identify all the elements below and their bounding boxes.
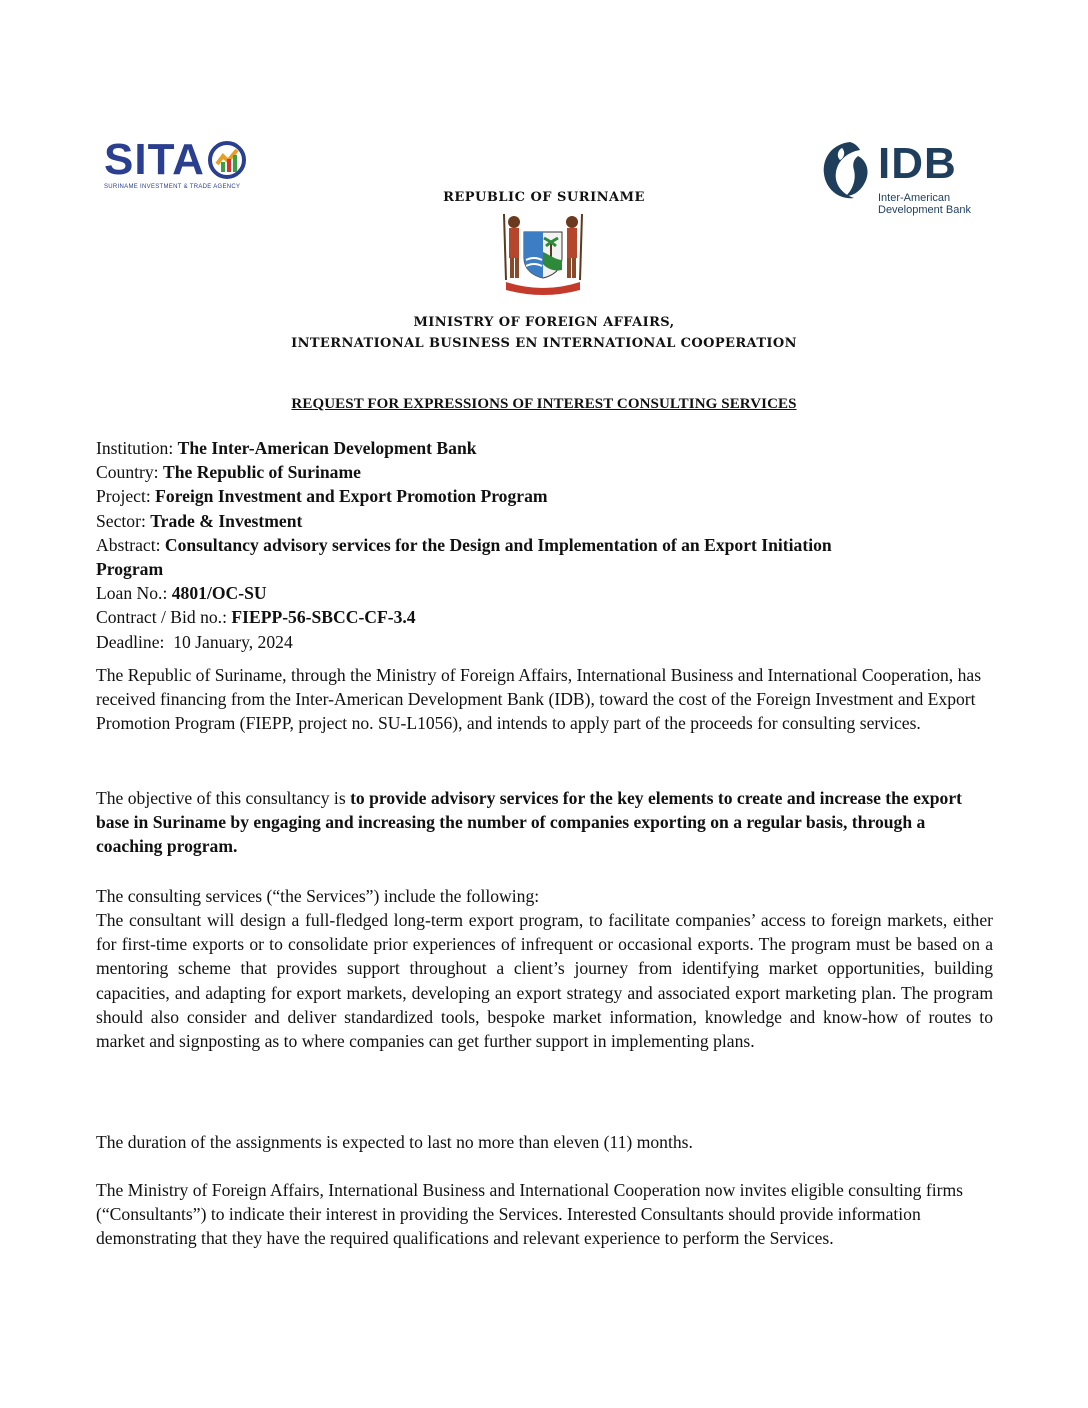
abstract-row xyxy=(96,533,993,557)
abstract-row-cont xyxy=(96,557,993,581)
institution-value: The Inter-American Development Bank xyxy=(177,438,477,458)
idb-logo xyxy=(820,138,980,218)
document-title: REQUEST FOR EXPRESSIONS OF INTEREST CONSULTING SERVICES xyxy=(291,396,797,412)
abstract-label: Abstract: xyxy=(96,534,165,555)
loan-value: 4801/OC-SU xyxy=(171,583,267,604)
paragraph-services-intro: The consulting services (“the Services”) include the following: xyxy=(96,886,540,906)
country-row xyxy=(96,460,993,484)
paragraph-invitation: The Ministry of Foreign Affairs, International Business and International Cooperation now invites eligible consulting firms (“Consultants”) to indicate their interest in providing the Services. Interested Consultants should provide information demonstrating that they have the required qualifications and relevant experience to perform the Services. xyxy=(96,1180,963,1249)
ministry-heading-line2: INTERNATIONAL BUSINESS EN INTERNATIONAL COOPERATION xyxy=(291,336,797,351)
idb-logo-word: IDB xyxy=(878,139,957,188)
abstract-value-line2: Program xyxy=(96,559,164,580)
project-row xyxy=(96,484,993,508)
objective-lead: The objective of this consultancy is xyxy=(96,788,351,808)
deadline-label: Deadline: xyxy=(96,631,174,652)
project-value: Foreign Investment and Export Promotion Program xyxy=(155,486,548,507)
deadline-value: 10 January, 2024 xyxy=(173,631,293,652)
country-value: The Republic of Suriname xyxy=(162,462,361,483)
objective-bold: to provide advisory services for the key elements to create and increase the export base in Suriname by engaging and increasing the number of companies exporting on a regular basis, through a coaching program. xyxy=(96,788,962,857)
institution-label: Institution: xyxy=(96,438,178,458)
abstract-value-line1: Consultancy advisory services for the Design and Implementation of an Export Initiation xyxy=(164,534,832,555)
institution-row xyxy=(96,436,993,460)
idb-subtitle-line2: Development Bank xyxy=(878,204,971,216)
ministry-heading xyxy=(0,312,1088,354)
contract-value: FIEPP-56-SBCC-CF-3.4 xyxy=(231,607,416,628)
idb-subtitle-line1: Inter-American xyxy=(878,192,951,204)
country-label: Country: xyxy=(96,462,163,483)
loan-row xyxy=(96,581,993,605)
sita-globe-icon xyxy=(205,138,249,182)
sector-row xyxy=(96,509,993,533)
paragraph-financing: The Republic of Suriname, through the Ministry of Foreign Affairs, International Business and International Cooperation, has received financing from the Inter-American Development Bank (IDB), toward the cost of the Foreign Investment and Export Promotion Program (FIEPP, project no. SU-L1056), and intends to apply part of the proceeds for consulting services. xyxy=(96,665,982,734)
sector-value: Trade & Investment xyxy=(150,510,303,531)
coat-of-arms-icon xyxy=(496,210,590,298)
contract-row xyxy=(96,605,993,629)
paragraph-objective xyxy=(96,786,993,859)
paragraph-duration: The duration of the assignments is expected to last no more than eleven (11) months. xyxy=(96,1132,693,1152)
sita-logo-word: SITA xyxy=(104,135,205,184)
paragraph-services-body: The consultant will design a full-fledged long-term export program, to facilitate companies’ access to foreign markets, either for first-time exports or to consolidate prior experiences of infrequent or occasional exports. The program must be based on a mentoring scheme that provides support throughout a client’s journey from identifying market opportunities, building capacities, and adapting for export markets, developing an export strategy and associated export marketing plan. The program should also consider and deliver standardized tools, bespoke market information, knowledge and know-how of routes to market and signposting as to where companies can get further support in implementing plans. xyxy=(96,910,993,1052)
loan-label: Loan No.: xyxy=(96,583,172,604)
details-block xyxy=(96,436,993,654)
deadline-row xyxy=(96,630,993,654)
contract-label: Contract / Bid no.: xyxy=(96,607,232,628)
sector-label: Sector: xyxy=(96,510,151,531)
sita-logo-subtitle: SURINAME INVESTMENT & TRADE AGENCY xyxy=(104,184,241,190)
project-label: Project: xyxy=(96,486,156,507)
republic-heading: REPUBLIC OF SURINAME xyxy=(443,190,645,205)
ministry-heading-line1: MINISTRY OF FOREIGN AFFAIRS, xyxy=(413,315,675,330)
